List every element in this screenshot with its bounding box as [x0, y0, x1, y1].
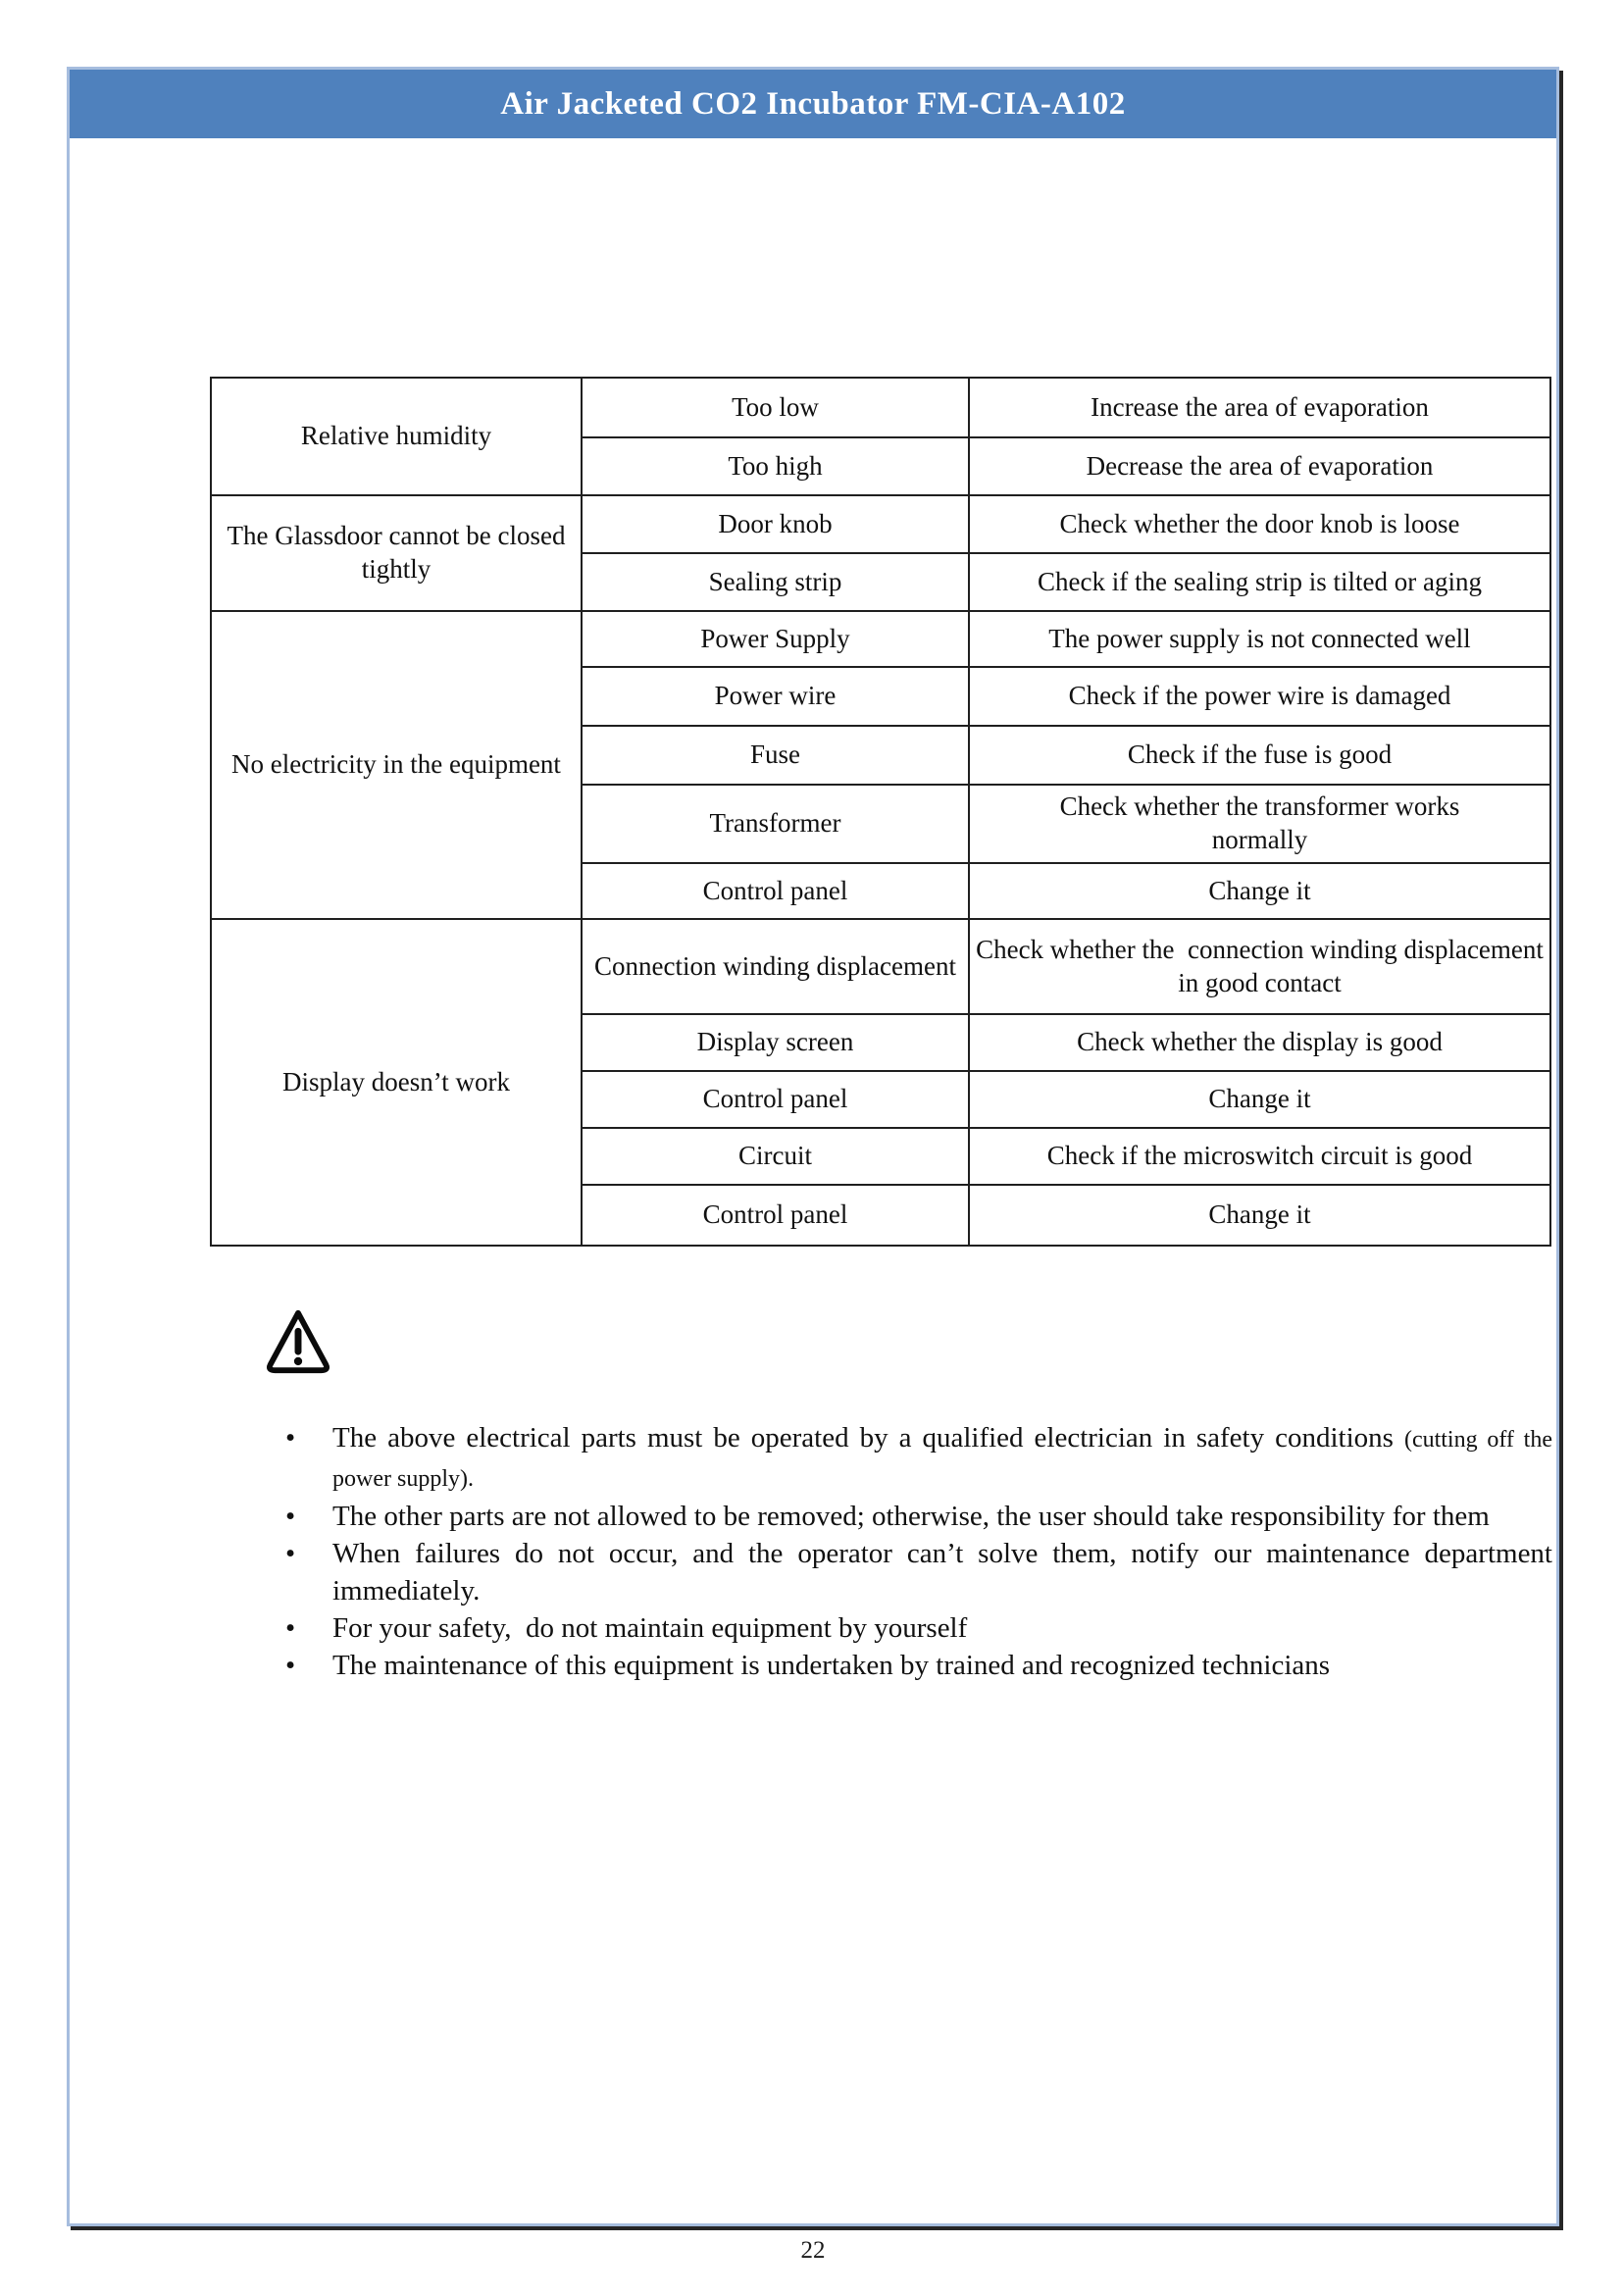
bullet-icon: • [285, 1538, 296, 1569]
bullet-icon: • [285, 1650, 296, 1681]
list-item [281, 1609, 1552, 1647]
action-cell: Check if the microswitch circuit is good [969, 1128, 1550, 1185]
bullet-icon: • [285, 1501, 296, 1532]
action-cell: Change it [969, 863, 1550, 919]
action-cell: Change it [969, 1071, 1550, 1128]
fault-cell: No electricity in the equipment [211, 611, 582, 919]
table-row [211, 919, 1550, 1014]
list-item [281, 1419, 1552, 1498]
bullet-icon: • [285, 1422, 296, 1454]
troubleshooting-table [210, 377, 1551, 1247]
page-border-frame [67, 67, 1559, 2264]
note-text: The maintenance of this equipment is undertaken by trained and recognized technicians [332, 1650, 1331, 1681]
action-cell: Change it [969, 1185, 1550, 1246]
warning-triangle-icon [262, 1305, 334, 1382]
note-text: The other parts are not allowed to be removed; otherwise, the user should take responsibility for them [332, 1501, 1490, 1532]
action-cell: Check if the power wire is damaged [969, 667, 1550, 726]
part-cell: Circuit [582, 1128, 969, 1185]
part-cell: Door knob [582, 495, 969, 553]
note-text: When failures do not occur, and the operator can’t solve them, notify our maintenance department immediately. [332, 1538, 1552, 1606]
part-cell: Power wire [582, 667, 969, 726]
action-cell: Check whether the connection winding displacement in good contact [969, 919, 1550, 1014]
bullet-icon: • [285, 1612, 296, 1644]
note-text: For your safety, do not maintain equipment by yourself [332, 1612, 968, 1644]
list-item [281, 1535, 1552, 1609]
action-cell: Check whether the display is good [969, 1014, 1550, 1071]
action-cell: Increase the area of evaporation [969, 378, 1550, 437]
action-cell: Check if the fuse is good [969, 726, 1550, 785]
part-cell: Too low [582, 378, 969, 437]
fault-cell: The Glassdoor cannot be closed tightly [211, 495, 582, 611]
table-row [211, 495, 1550, 553]
fault-cell: Display doesn’t work [211, 919, 582, 1246]
part-cell: Control panel [582, 1071, 969, 1128]
part-cell: Fuse [582, 726, 969, 785]
page-number: 22 [800, 2237, 826, 2264]
list-item [281, 1498, 1552, 1535]
list-item [281, 1647, 1552, 1684]
part-cell: Connection winding displacement [582, 919, 969, 1014]
action-cell [969, 785, 1550, 863]
table-row [211, 611, 1550, 667]
safety-notes-list [281, 1419, 1552, 1684]
note-text: The above electrical parts must be operated by a qualified electrician in safety conditions [332, 1422, 1404, 1454]
note-text-small: (cutting off the power supply). [332, 1427, 1552, 1492]
part-cell: Too high [582, 437, 969, 495]
page-title: Air Jacketed CO2 Incubator FM-CIA-A102 [500, 85, 1126, 122]
action-cell: Check whether the door knob is loose [969, 495, 1550, 553]
page-header-bar [70, 70, 1556, 138]
part-cell: Control panel [582, 863, 969, 919]
action-cell: Check if the sealing strip is tilted or aging [969, 553, 1550, 611]
action-cell: Decrease the area of evaporation [969, 437, 1550, 495]
part-cell: Control panel [582, 1185, 969, 1246]
part-cell: Sealing strip [582, 553, 969, 611]
fault-cell: Relative humidity [211, 378, 582, 495]
part-cell: Power Supply [582, 611, 969, 667]
action-cell: The power supply is not connected well [969, 611, 1550, 667]
table-row [211, 378, 1550, 437]
part-cell: Display screen [582, 1014, 969, 1071]
action-text: Check whether the transformer works normally [1059, 791, 1460, 854]
part-cell: Transformer [582, 785, 969, 863]
